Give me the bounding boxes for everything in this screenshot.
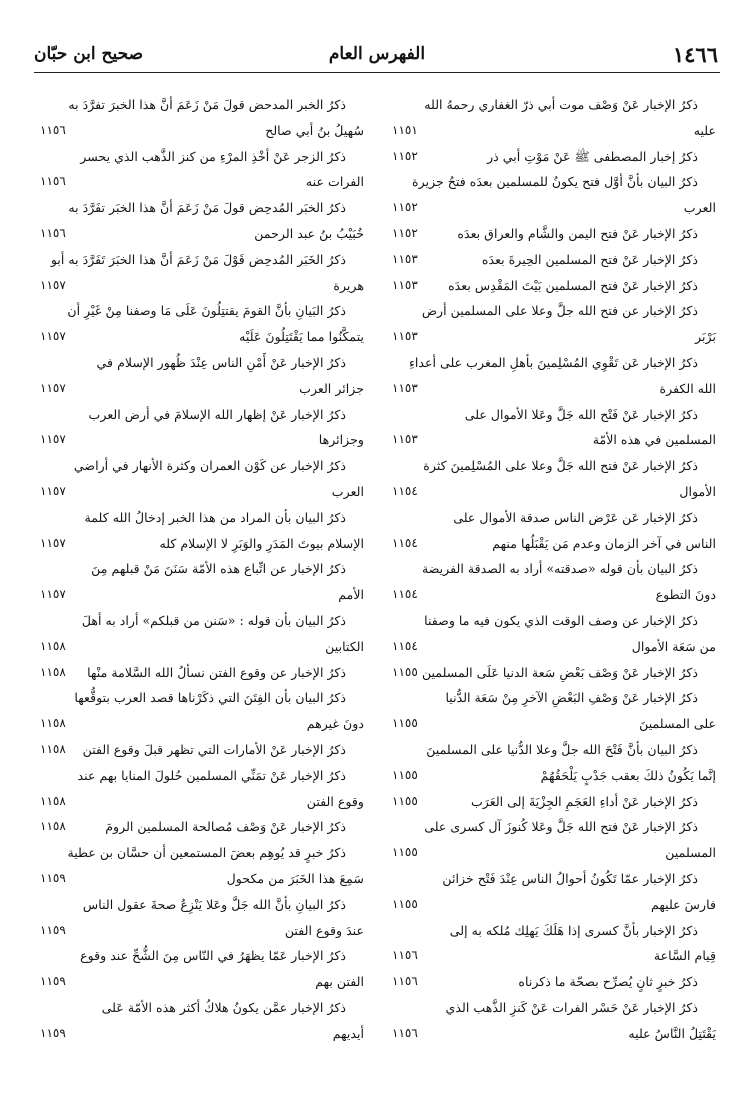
entry-page-number: ١١٥٦ [392, 974, 418, 989]
index-entry [40, 453, 368, 505]
entry-page-number: ١١٥٨ [40, 819, 66, 834]
entry-page-number: ١١٥٥ [392, 845, 418, 860]
index-entry [392, 969, 720, 995]
entry-continuation-line: بَرْبَر [695, 329, 716, 345]
entry-title-line: ذكرُ البيان بأن قوله : «سَنن من قبلكم» أراد به أهلَ [81, 612, 346, 628]
entry-title-line: ذكرُ الإخبار عَنْ تمَنِّي المسلمين حُلولَ المنايا بهم عند [77, 767, 346, 783]
entry-title-line: ذكرُ الإخبار عن كَوْن العمران وكثرة الأنهار في أراضي [73, 458, 346, 474]
entry-continuation-line: خُبَيْبُ بنُ عبد الرحمن [254, 225, 364, 241]
index-entry [392, 789, 720, 815]
entry-continuation-line: المسلمين في هذه الأمّة [592, 432, 716, 448]
entry-title-line: ذكرُ البيان بأنَّ فَتْحَ الله جلَّ وعلا الدُّنيا على المسلمينَ [426, 741, 698, 757]
index-entry [40, 247, 368, 299]
index-entry [40, 737, 368, 763]
entry-title-line: ذكرُ البيان بأنَّ أوَّل فتح يكونُ للمسلمين بعدَه فتحُ جزيرة [412, 174, 698, 190]
entry-continuation-line: وقوع الفتن [306, 793, 364, 809]
index-entry [40, 144, 368, 196]
entry-title-line: ذكرُ خبرٍ ثانٍ يُصرِّح بصحّة ما ذكرناه [518, 974, 698, 990]
entry-title-line: ذكرُ الإخبار عَنْ فتح الله جَلَّ وعلا على المُسْلِمينَ كثرة [423, 458, 698, 474]
entry-page-number: ١١٥٥ [392, 896, 418, 911]
entry-title-line: ذكرُ البيان بأن الفِتَنَ التي ذكَرْناها قصد العرب بتوقُّعها [74, 690, 346, 706]
entry-continuation-line: يَقْتَتِلُ النَّاسُ عليه [628, 1025, 716, 1041]
entry-continuation-line: جزائر العرب [299, 380, 364, 396]
entry-page-number: ١١٥٩ [40, 1025, 66, 1040]
index-entry [392, 169, 720, 221]
entry-continuation-line: يتمكَّنُوا مما يَقْتَتِلُونَ عَلَيْه [239, 329, 364, 345]
index-entry [40, 660, 368, 686]
index-entry [392, 221, 720, 247]
entry-page-number: ١١٥٧ [40, 587, 66, 602]
index-entry [392, 660, 720, 686]
entry-page-number: ١١٥٣ [392, 277, 418, 292]
entry-title-line: ذكرُ إخبار المصطفى ﷺ عَنْ مَوْتِ أبي ذر [487, 148, 698, 164]
entry-continuation-line: إنَّما يَكُونُ ذلكَ بعقب جَدْبٍ يَلْحَقُهُمْ [540, 767, 716, 783]
index-entry [392, 273, 720, 299]
page-number: ١٤٦٦ [672, 42, 718, 67]
index-column-left [40, 92, 368, 1092]
index-entry [392, 144, 720, 170]
entry-continuation-line: من سَعَة الأموال [631, 638, 716, 654]
entry-continuation-line: الناس في آخر الزمان وعدم مَن يَقْبَلُها منهم [492, 535, 716, 551]
entry-page-number: ١١٥٦ [40, 122, 66, 137]
index-entry [40, 505, 368, 557]
entry-title-line: ذكرُ الإخبار عن وقوع الفتن نسألُ الله السَّلامة منْها [87, 664, 346, 680]
entry-page-number: ١١٥٦ [40, 225, 66, 240]
entry-page-number: ١١٥٦ [392, 1025, 418, 1040]
entry-continuation-line: دونَ غيرهم [306, 716, 364, 732]
entry-title-line: ذكرُ البيان بأن قوله «صدقته» أراد به الصدقة الفريضة [421, 561, 698, 577]
entry-page-number: ١١٥٣ [392, 329, 418, 344]
entry-continuation-line: عليه [693, 122, 716, 138]
entry-continuation-line: أيديهم [332, 1025, 364, 1041]
index-entry [40, 995, 368, 1047]
entry-page-number: ١١٥٣ [392, 251, 418, 266]
entry-continuation-line: العرب [683, 200, 716, 216]
entry-page-number: ١١٥٣ [392, 432, 418, 447]
entry-title-line: ذكرُ الإخبار عمَّن يكونُ هلاكُ أكثر هذه الأمّة عَلى [101, 999, 346, 1015]
entry-title-line: ذكرُ خبرٍ قد يُوهِم بعضَ المستمعين أن حسَّان بن عطية [67, 845, 346, 861]
entry-title-line: ذكرُ الإخبار بأنَّ كسرى إذا هَلَكَ يَهلِك مُلكه به إلى [449, 922, 698, 938]
entry-page-number: ١١٥٤ [392, 483, 418, 498]
index-entry [392, 92, 720, 144]
entry-title-line: ذكرُ الخبر المدحض قولَ مَنْ زَعَمَ أنَّ هذا الخبرَ تفرَّدَ به [68, 97, 346, 112]
index-entry [40, 350, 368, 402]
index-entry [40, 840, 368, 892]
index-column-right [392, 92, 720, 1092]
entry-page-number: ١١٥٥ [392, 664, 418, 679]
entry-title-line: ذكرُ الإخبار عَنْ حَسْر الفرات عَنْ كَنزِ الذَّهب الذي [445, 999, 698, 1015]
index-entry [392, 995, 720, 1047]
index-entry [392, 918, 720, 970]
entry-continuation-line: الفتن بهم [315, 974, 364, 990]
entry-page-number: ١١٥٢ [392, 225, 418, 240]
index-entry [40, 298, 368, 350]
entry-continuation-line: فارسَ عليهم [651, 896, 716, 912]
index-entry [392, 247, 720, 273]
entry-page-number: ١١٥٦ [392, 948, 418, 963]
entry-page-number: ١١٥٨ [40, 716, 66, 731]
entry-page-number: ١١٥٧ [40, 432, 66, 447]
entry-page-number: ١١٥٥ [392, 793, 418, 808]
entry-continuation-line: الإسلام بيوتَ المَدَرِ والوَبَرِ لا الإسلام كله [159, 535, 364, 551]
entry-title-line: ذكرُ الإخبار عَنْ وَصْف بَعْضِ سَعة الدنيا عَلَى المسلمين [421, 664, 698, 680]
entry-continuation-line: الكتابين [325, 638, 364, 654]
entry-continuation-line: الأموال [679, 483, 716, 499]
entry-page-number: ١١٥٨ [40, 664, 66, 679]
entry-continuation-line: الله الكفرة [659, 380, 716, 396]
index-entry [392, 608, 720, 660]
entry-title-line: ذكرُ الإخبار عَنْ فتح المسلمين الحِيرةَ بعدَه [481, 251, 698, 267]
entry-title-line: ذكرُ البيان بأن المراد من هذا الخبر إدخالُ الله كلمة [84, 509, 346, 525]
index-entry [392, 814, 720, 866]
index-entry [392, 402, 720, 454]
entry-title-line: ذكرُ الإخبار عَنْ وَصْفِ البَعْضِ الآخرِ مِنْ سَعَة الدُّنيا [445, 690, 698, 706]
entry-continuation-line: الأمم [338, 587, 364, 603]
entry-page-number: ١١٥٩ [40, 922, 66, 937]
index-entry [392, 350, 720, 402]
entry-title-line: ذكرُ الإخبار عَمّا يظهَرُ في النّاس مِنَ الشُّحِّ عند وقوع [80, 948, 346, 964]
entry-title-line: ذكرُ الإخبار عَنْ الأمارات التي تظهر قبلَ وقوع الفتن [82, 741, 346, 757]
entry-page-number: ١١٥٨ [40, 793, 66, 808]
entry-title-line: ذكرُ البيانِ بأنَّ الله جَلَّ وعَلا يَنْزِعُ صحةَ عقول الناس [82, 896, 346, 912]
entry-page-number: ١١٥٥ [392, 767, 418, 782]
entry-page-number: ١١٥٧ [40, 483, 66, 498]
entry-page-number: ١١٥٧ [40, 277, 66, 292]
entry-page-number: ١١٥٩ [40, 974, 66, 989]
entry-title-line: ذكرُ الإخبار عَنْ فَتْح الله جَلَّ وعَلا الأموال على [464, 406, 698, 422]
index-entry [40, 685, 368, 737]
entry-continuation-line: دونَ التطوع [655, 587, 716, 603]
index-entry [392, 453, 720, 505]
entry-title-line: ذكرُ الإخبار عن فتح الله جلَّ وعلا على المسلمين أرض [421, 303, 698, 319]
entry-title-line: ذكرُ الزجر عَنْ أخْذِ المرْءِ من كنز الذَّهب الذي يحسر [80, 148, 346, 164]
entry-title-line: ذكرُ الإخبار عَن تَقْوِي المُسْلِمينَ بأهلِ المغرب على أعداءِ [408, 354, 698, 370]
entry-page-number: ١١٥٢ [392, 148, 418, 163]
entry-page-number: ١١٥٧ [40, 329, 66, 344]
entry-page-number: ١١٥٤ [392, 535, 418, 550]
index-entry [40, 402, 368, 454]
entry-title-line: ذكرُ الإخبار عمّا تَكُونُ أحوالُ الناس عِنْدَ فَتْح خزائن [442, 870, 698, 886]
index-entry [40, 608, 368, 660]
index-entry [40, 92, 368, 144]
entry-page-number: ١١٥٤ [392, 587, 418, 602]
entry-continuation-line: الفرات عنه [305, 174, 364, 190]
entry-continuation-line: سَمِعَ هذا الخَبَرَ من مكحول [226, 870, 364, 886]
index-entry [40, 195, 368, 247]
entry-page-number: ١١٥٧ [40, 535, 66, 550]
entry-title-line: ذكرُ الإخبار عَنْ فتح الله جَلَّ وعَلا كُنوزَ آل كسرى على [424, 819, 698, 835]
entry-title-line: ذكرُ الإخبار عن وصف الوقت الذي يكون فيه ما وصفنا [424, 612, 698, 628]
entry-title-line: ذكرُ الإخبار عن اتِّباع هذه الأمّة سَنَنَ مَنْ قبلهم مِنَ [91, 561, 346, 577]
running-title: الفهرس العام [328, 44, 426, 64]
entry-title-line: ذكرُ الإخبار عَنْ وَصْف موت أبي ذرّ الغفاري رحمهُ الله [424, 97, 698, 112]
header-rule [34, 72, 720, 73]
entry-page-number: ١١٥٦ [40, 174, 66, 189]
entry-page-number: ١١٥٨ [40, 638, 66, 653]
index-entry [40, 892, 368, 944]
entry-page-number: ١١٥٤ [392, 638, 418, 653]
entry-page-number: ١١٥٣ [392, 380, 418, 395]
page-header [0, 0, 754, 72]
entry-page-number: ١١٥٢ [392, 200, 418, 215]
entry-continuation-line: قِيام السَّاعة [653, 948, 716, 964]
index-entry [40, 943, 368, 995]
entry-title-line: ذكرُ البَيانِ بأنَّ القومَ يقتتِلُونَ عَلَى مَا وصفنا مِنْ غَيْرِ أن [67, 303, 346, 319]
index-entry [40, 814, 368, 840]
book-title: صحيح ابن حبّان [34, 44, 144, 64]
entry-page-number: ١١٥٩ [40, 870, 66, 885]
index-entry [40, 763, 368, 815]
index-entry [40, 556, 368, 608]
entry-title-line: ذكرُ الإخبار عَنْ وَصْف مُصالحة المسلمين الرومَ [105, 819, 346, 835]
index-entry [392, 737, 720, 789]
index-entry [392, 866, 720, 918]
entry-page-number: ١١٥٧ [40, 380, 66, 395]
entry-continuation-line: سُهيلُ بنُ أبي صالح [265, 122, 364, 138]
entry-title-line: ذكرُ الإخبار عَنْ إظهار الله الإسلامَ في أرض العرب [88, 406, 346, 422]
entry-title-line: ذكرُ الإخبار عَنْ فتح المسلمين بَيْتَ المَقْدِس بعدَه [448, 277, 698, 293]
entry-continuation-line: المسلمين [665, 845, 716, 861]
index-entry [392, 298, 720, 350]
index-entry [392, 505, 720, 557]
entry-continuation-line: وجزائرها [318, 432, 364, 448]
index-entry [392, 685, 720, 737]
entry-continuation-line: العرب [331, 483, 364, 499]
entry-title-line: ذكرُ الإخبار عَن عَرْض الناس صدقة الأموال على [453, 509, 698, 525]
entry-title-line: ذكرُ الإخبار عَنْ أَمْنِ الناس عِنْدَ ظُهور الإسلام في [96, 354, 346, 370]
index-entry [392, 556, 720, 608]
entry-continuation-line: عندَ وقوع الفتن [284, 922, 364, 938]
entry-title-line: ذكرُ الخَبَر المُدحِض قَوْلَ مَنْ زَعَمَ أنَّ هذا الخبَرَ تَفَرَّدَ به أبو [50, 251, 346, 267]
entry-page-number: ١١٥٨ [40, 741, 66, 756]
entry-continuation-line: هريرة [333, 277, 364, 293]
entry-page-number: ١١٥١ [392, 122, 418, 137]
entry-title-line: ذكرُ الخبَر المُدحِض قولَ مَنْ زَعَمَ أنَّ هذا الخبَر تفَرَّدَ به [68, 200, 346, 216]
entry-title-line: ذكرُ الإخبار عَنْ أداءِ العَجَمِ الجِزْيَةَ إلى العَرَب [470, 793, 698, 809]
entry-title-line: ذكرُ الإخبار عَنْ فتح اليمن والشَّام والعراق بعدَه [457, 225, 698, 241]
entry-page-number: ١١٥٥ [392, 716, 418, 731]
entry-continuation-line: على المسلمينَ [639, 716, 716, 732]
